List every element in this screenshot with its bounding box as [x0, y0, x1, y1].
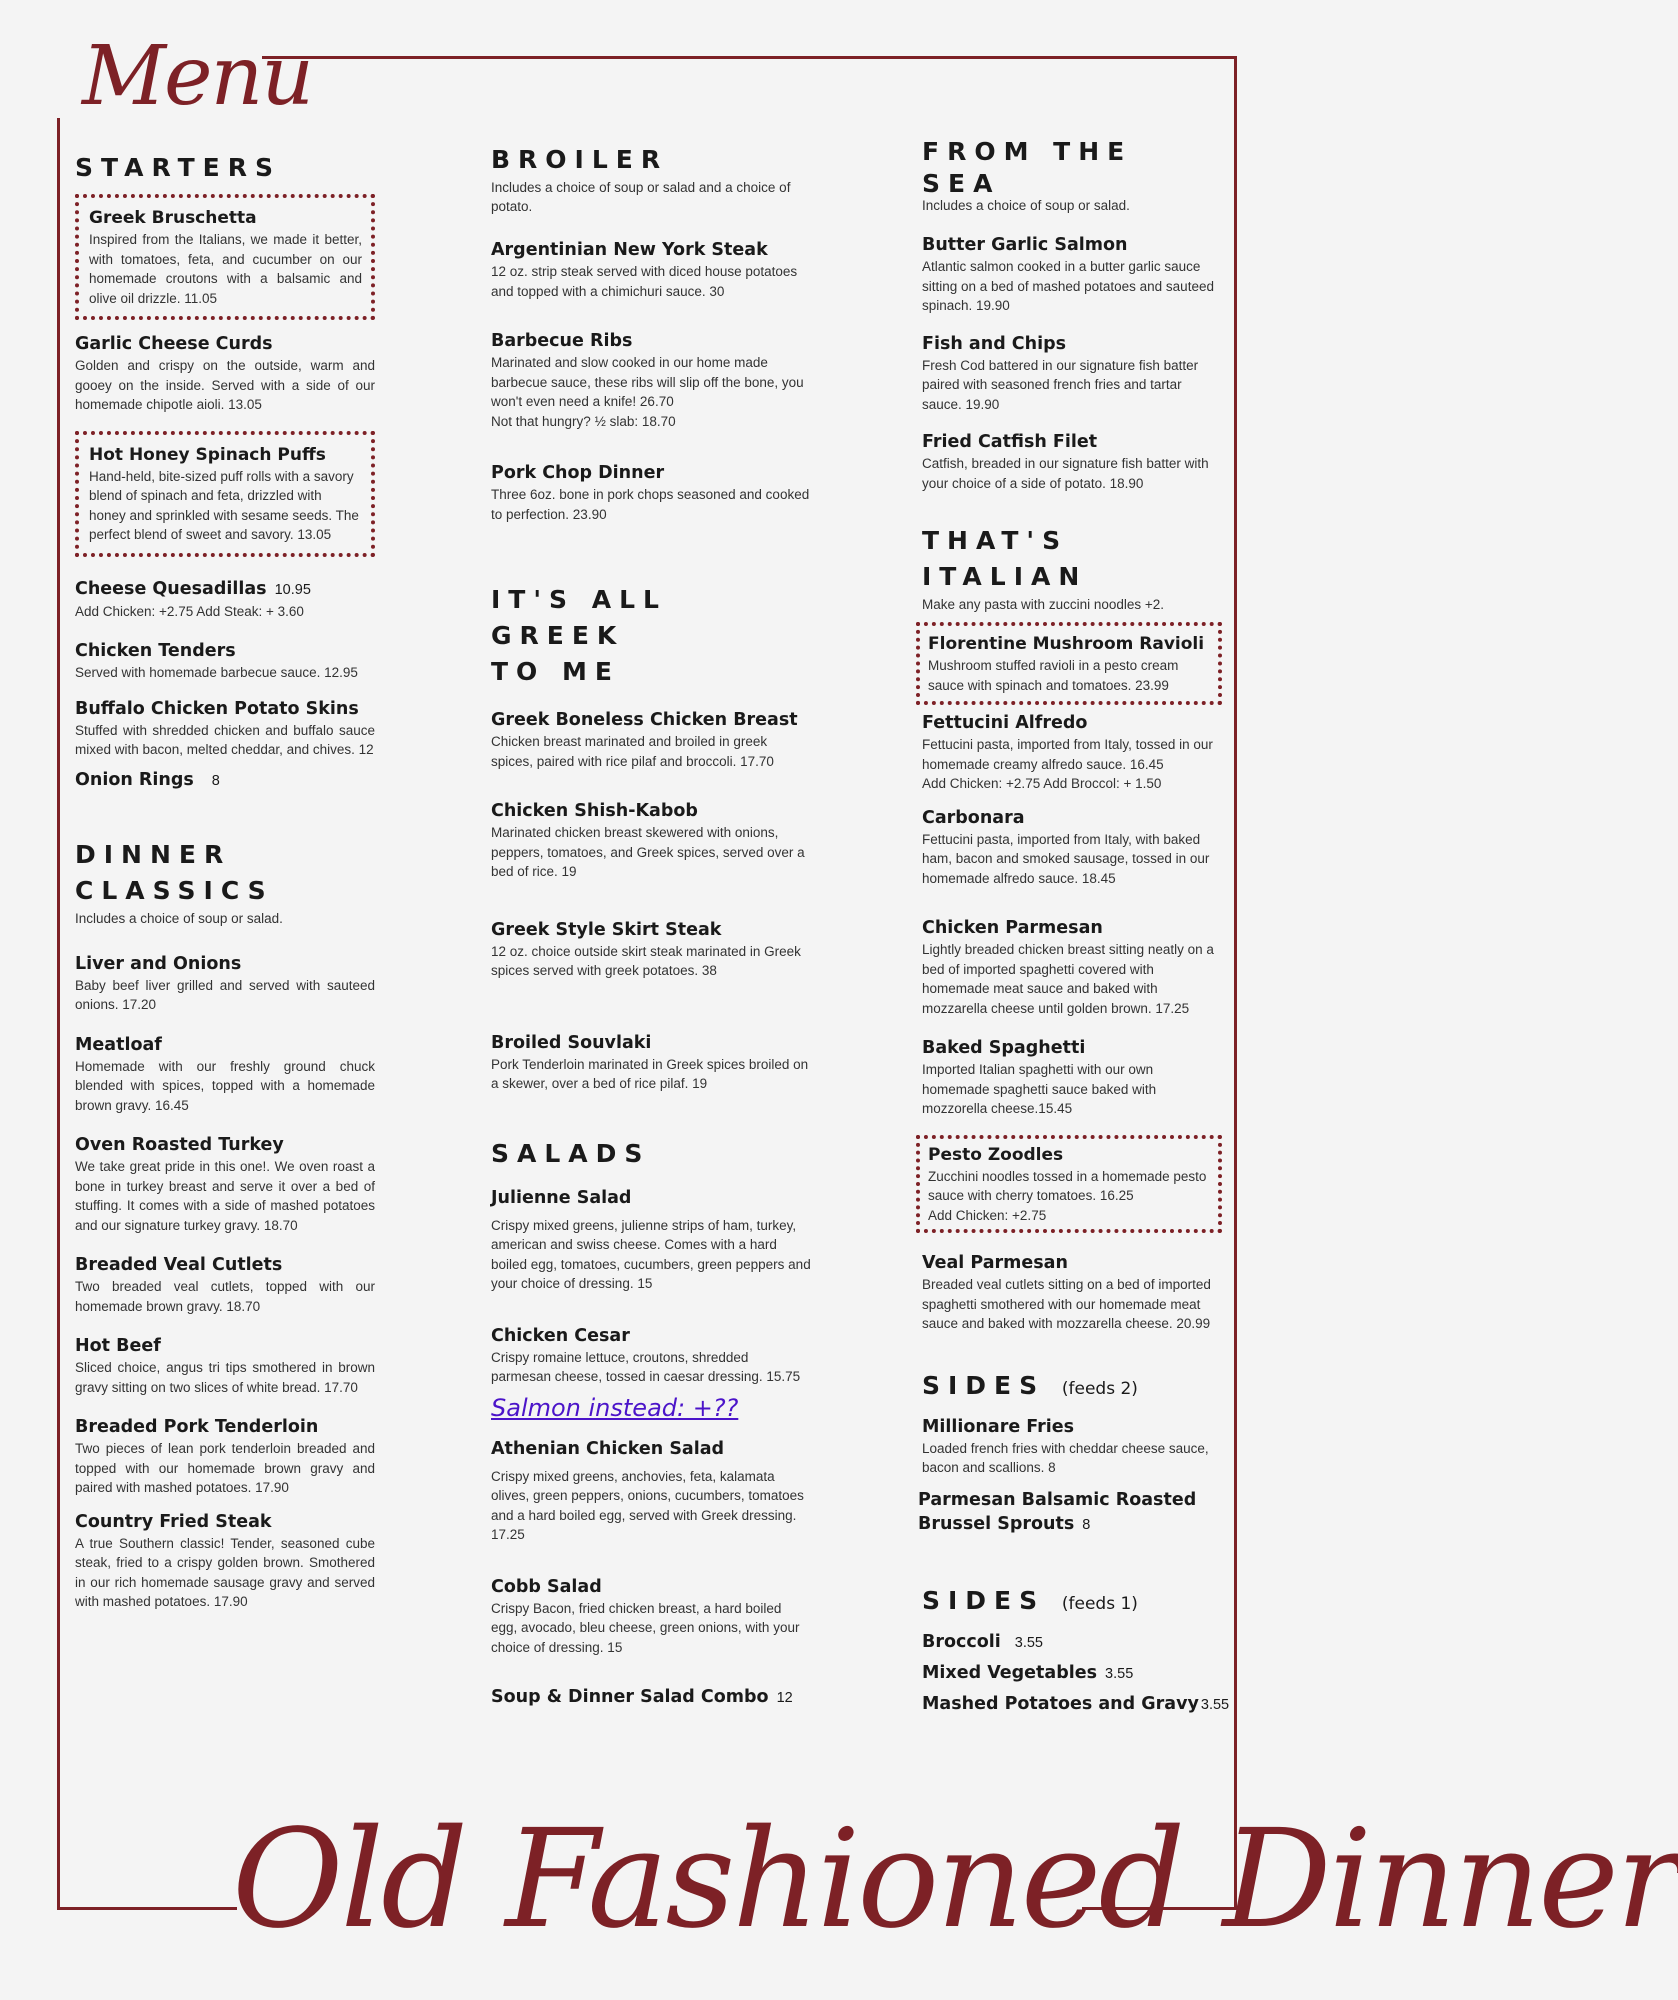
frame-top-line — [262, 56, 1237, 59]
item-name: Greek Bruschetta — [89, 208, 257, 228]
frame-bottom-left-line — [57, 1907, 237, 1910]
item-name — [922, 1630, 1222, 1655]
item-name: Greek Boneless Chicken Breast — [491, 710, 798, 730]
item-name-text: Broccoli — [922, 1631, 1001, 1652]
item-name-text: Mixed Vegetables — [922, 1662, 1098, 1683]
item-desc: Crispy romaine lettuce, croutons, shredded parmesan cheese, tossed in caesar dressing. 15.75 — [491, 1349, 801, 1384]
item-name: Julienne Salad — [491, 1187, 632, 1208]
restaurant-name: Old Fashioned Dinner — [232, 1801, 1678, 1959]
item-price: 10.95 — [274, 581, 311, 598]
section-italian — [922, 523, 1222, 614]
section-title-starters: STARTERS — [75, 153, 281, 182]
menu-item — [491, 1186, 811, 1294]
item-name — [75, 768, 375, 793]
menu-item — [922, 1415, 1222, 1478]
menu-item — [75, 1415, 375, 1498]
item-price: 3.55 — [1105, 1665, 1134, 1682]
frame-right-line — [1234, 56, 1237, 1910]
item-desc: Breaded veal cutlets sitting on a bed of imported spaghetti smothered with our homemade meat sauce and baked with mozzarella cheese. 20.99 — [922, 1277, 1211, 1331]
item-desc: Served with homemade barbecue sauce. 12.95 — [75, 665, 358, 680]
item-desc: Baby beef liver grilled and served with sauteed onions. 17.20 — [75, 977, 375, 1012]
item-desc: 12 oz. strip steak served with diced house potatoes and topped with a chimichuri sauce. 30 — [491, 264, 798, 299]
section-title-broiler: BROILER — [491, 145, 669, 174]
section-note: Make any pasta with zuccini noodles +2. — [922, 597, 1165, 612]
item-name: Chicken Parmesan — [922, 918, 1103, 938]
menu-item — [922, 916, 1222, 1018]
menu-item — [75, 577, 375, 622]
item-name: Fettucini Alfredo — [922, 713, 1088, 733]
sides-tag: (feeds 1) — [1061, 1593, 1138, 1614]
item-name: Veal Parmesan — [922, 1253, 1068, 1273]
menu-item — [922, 711, 1222, 794]
item-name-text: Onion Rings — [75, 769, 194, 790]
section-note: Includes a choice of soup or salad and a choice of potato. — [491, 180, 791, 214]
item-name: Pork Chop Dinner — [491, 463, 665, 483]
section-title-greek-line1: IT'S ALL GREEK — [491, 585, 667, 650]
item-name: Butter Garlic Salmon — [922, 235, 1128, 255]
item-price: 3.55 — [1014, 1634, 1043, 1651]
menu-item — [922, 1251, 1222, 1334]
item-desc: We take great pride in this one!. We oven roast a bone in turkey breast and serve it over a bed of stuffing. It comes with a side of mashed potatoes and our signature turkey gravy. 18.70 — [75, 1159, 375, 1233]
item-name: Hot Beef — [75, 1336, 161, 1356]
item-desc: Marinated and slow cooked in our home made barbecue sauce, these ribs will slip off the bone, you won't even need a knife! 26.70 — [491, 355, 804, 409]
item-desc: Crispy Bacon, fried chicken breast, a hard boiled egg, avocado, bleu cheese, green onions, with your choice of dressing. 15 — [491, 1600, 800, 1655]
section-title-sides-feeds-2 — [922, 1368, 1222, 1407]
item-price: 8 — [211, 772, 220, 789]
menu-item — [922, 1692, 1230, 1717]
menu-item — [75, 1253, 375, 1316]
item-name: Florentine Mushroom Ravioli — [928, 634, 1205, 654]
menu-item — [75, 1033, 375, 1116]
menu-item — [922, 1661, 1222, 1686]
item-desc: Add Chicken: +2.75 Add Steak: + 3.60 — [75, 603, 304, 619]
menu-item — [922, 430, 1222, 493]
menu-item — [918, 1488, 1222, 1537]
item-desc: Sliced choice, angus tri tips smothered in brown gravy sitting on two slices of white bread. 17.70 — [75, 1360, 375, 1395]
item-desc: Fresh Cod battered in our signature fish batter paired with seasoned french fries and tartar sauce. 19.90 — [922, 357, 1199, 412]
item-desc: Pork Tenderloin marinated in Greek spices broiled on a skewer, over a bed of rice pilaf. 19 — [491, 1056, 809, 1091]
item-desc: Inspired from the Italians, we made it better, with tomatoes, feta, and cucumber on our homemade croutons with a balsamic and olive oil drizzle. 11.05 — [89, 232, 362, 306]
item-name: Hot Honey Spinach Puffs — [89, 444, 326, 465]
item-desc: Three 6oz. bone in pork chops seasoned and cooked to perfection. 23.90 — [491, 487, 810, 522]
column-middle — [491, 142, 811, 1710]
item-name: Garlic Cheese Curds — [75, 334, 273, 354]
item-name: Chicken Tenders — [75, 641, 236, 661]
menu-item — [75, 431, 375, 557]
menu-item — [491, 1437, 811, 1545]
item-name: Breaded Veal Cutlets — [75, 1255, 283, 1275]
item-price: 12 — [776, 1690, 793, 1706]
salmon-note: Salmon instead: +?? — [491, 1393, 739, 1422]
item-name: Country Fried Steak — [75, 1511, 272, 1532]
item-name: Breaded Pork Tenderloin — [75, 1417, 319, 1437]
menu-title: Menu — [82, 29, 313, 124]
item-desc: Crispy mixed greens, anchovies, feta, kalamata olives, green peppers, onions, cucumbers, tomatoes and a hard boiled egg, served with Greek dressing. 17.25 — [491, 1468, 804, 1542]
section-note: Includes a choice of soup or salad. — [922, 198, 1130, 213]
menu-item — [75, 1334, 375, 1397]
menu-item — [75, 1510, 375, 1612]
section-title-dinner-classics-line2: CLASSICS — [75, 875, 274, 905]
item-desc: Homemade with our freshly ground chuck blended with spices, topped with a homemade brown gravy. 16.45 — [75, 1058, 375, 1113]
item-desc: Loaded french fries with cheddar cheese sauce, bacon and scallions. 8 — [922, 1440, 1209, 1475]
menu-item — [491, 708, 811, 771]
menu-item — [75, 1133, 375, 1235]
item-desc: Atlantic salmon cooked in a butter garlic sauce sitting on a bed of mashed potatoes and sauteed spinach. 19.90 — [922, 259, 1214, 313]
item-name: Millionare Fries — [922, 1416, 1075, 1437]
menu-item — [922, 1036, 1222, 1119]
item-desc-extra: Add Chicken: +2.75 Add Broccol: + 1.50 — [922, 776, 1162, 791]
item-price: 8 — [1082, 1516, 1091, 1533]
item-name: Greek Style Skirt Steak — [491, 919, 722, 940]
item-desc: Two pieces of lean pork tenderloin breaded and topped with our homemade brown gravy and paired with mashed potatoes. 17.90 — [75, 1441, 375, 1495]
section-title-sea: FROM THE SEA — [922, 137, 1133, 198]
item-desc: Golden and crispy on the outside, warm and gooey on the inside. Served with a side of our homemade chipotle aioli. 13.05 — [75, 358, 375, 412]
sides-tag: (feeds 2) — [1061, 1378, 1138, 1399]
menu-item — [75, 768, 375, 793]
item-name: Barbecue Ribs — [491, 331, 633, 351]
item-desc: Mushroom stuffed ravioli in a pesto cream sauce with spinach and tomatoes. 23.99 — [928, 658, 1179, 693]
sides-title-text: SIDES — [922, 1585, 1046, 1615]
item-desc: Fettucini pasta, imported from Italy, tossed in our homemade creamy alfredo sauce. 16.45 — [922, 737, 1213, 772]
sides-title-text: SIDES — [922, 1370, 1046, 1400]
menu-item — [491, 461, 811, 524]
item-name: Broiled Souvlaki — [491, 1032, 652, 1053]
menu-item — [75, 639, 375, 683]
item-name: Pesto Zoodles — [928, 1144, 1064, 1165]
item-name: Athenian Chicken Salad — [491, 1438, 725, 1459]
item-desc: Imported Italian spaghetti with our own homemade spaghetti sauce baked with mozzorella cheese.15.45 — [922, 1062, 1157, 1116]
item-desc-extra: Not that hungry? ½ slab: 18.70 — [491, 413, 676, 429]
item-desc: Stuffed with shredded chicken and buffalo sauce mixed with bacon, melted cheddar, and chives. 12 — [75, 722, 375, 757]
menu-item — [491, 1575, 811, 1658]
item-desc: A true Southern classic! Tender, seasoned cube steak, fried to a crispy golden brown. Smothered in our rich homemade sausage gravy and served with mashed potatoes. 17.90 — [75, 1535, 375, 1609]
menu-item — [922, 233, 1222, 316]
section-title-salads: SALADS — [491, 1138, 651, 1168]
item-desc: 12 oz. choice outside skirt steak marinated in Greek spices served with greek potatoes. 38 — [491, 943, 801, 978]
menu-item — [491, 329, 811, 431]
item-name: Chicken Shish-Kabob — [491, 801, 698, 821]
item-desc: Fettucini pasta, imported from Italy, with baked ham, bacon and smoked sausage, tossed in our homemade alfredo sauce. 18.45 — [922, 831, 1210, 886]
menu-item — [916, 622, 1222, 705]
item-name: Cobb Salad — [491, 1576, 602, 1597]
item-name-text: Soup & Dinner Salad Combo — [491, 1687, 769, 1707]
frame-left-line — [57, 118, 60, 1910]
column-right — [918, 136, 1230, 1717]
section-greek — [491, 582, 811, 690]
item-desc: Two breaded veal cutlets, topped with our homemade brown gravy. 18.70 — [75, 1279, 375, 1314]
item-price: 3.55 — [1200, 1696, 1230, 1713]
menu-item — [491, 918, 811, 981]
section-title-italian-line1: THAT'S — [922, 526, 1069, 555]
item-name: Chicken Cesar — [491, 1325, 630, 1346]
item-name: Meatloaf — [75, 1034, 162, 1055]
menu-item — [922, 1630, 1222, 1655]
menu-item — [491, 1324, 811, 1423]
section-title-dinner-classics-line1: DINNER — [75, 839, 232, 869]
item-desc-extra: Add Chicken: +2.75 — [928, 1207, 1047, 1223]
item-desc: Crispy mixed greens, julienne strips of ham, turkey, american and swiss cheese. Comes with a hard boiled egg, tomatoes, cucumbers, green peppers and your choice of dressing. 15 — [491, 1217, 811, 1291]
item-name: Fried Catfish Filet — [922, 432, 1098, 452]
item-name: Parmesan Balsamic Roasted — [918, 1489, 1197, 1510]
item-name: Argentinian New York Steak — [491, 240, 768, 260]
section-note: Includes a choice of soup or salad. — [75, 910, 283, 926]
item-desc: Hand-held, bite-sized puff rolls with a savory blend of spinach and feta, drizzled with honey and sprinkled with sesame seeds. The perfect blend of sweet and savory. 13.05 — [89, 468, 359, 542]
item-name-text: Brussel Sprouts — [918, 1513, 1075, 1534]
item-name — [922, 1661, 1222, 1686]
item-name-text: Cheese Quesadillas — [75, 578, 267, 599]
menu-item — [75, 194, 375, 320]
menu-item — [916, 1135, 1222, 1234]
item-name-text: Mashed Potatoes and Gravy — [922, 1693, 1199, 1714]
item-name: Carbonara — [922, 807, 1025, 828]
column-left — [75, 150, 375, 1612]
menu-item — [491, 799, 811, 882]
item-name: Liver and Onions — [75, 953, 242, 974]
menu-item — [75, 952, 375, 1015]
menu-item — [75, 697, 375, 760]
menu-item — [491, 1685, 811, 1710]
item-desc: Catfish, breaded in our signature fish batter with your choice of a side of potato. 18.90 — [922, 456, 1209, 491]
section-title-sides-feeds-1 — [922, 1583, 1222, 1622]
item-desc: Zucchini noodles tossed in a homemade pesto sauce with cherry tomatoes. 16.25 — [928, 1168, 1207, 1203]
section-dinner-classics — [75, 837, 375, 928]
item-name: Buffalo Chicken Potato Skins — [75, 698, 359, 719]
item-desc: Lightly breaded chicken breast sitting neatly on a bed of imported spaghetti covered with homemade meat sauce and baked with mozzarella cheese until golden brown. 17.25 — [922, 942, 1214, 1016]
item-name: Fish and Chips — [922, 333, 1067, 354]
item-name — [75, 577, 375, 602]
menu-item — [491, 1031, 811, 1094]
menu-item — [922, 332, 1222, 415]
item-desc: Chicken breast marinated and broiled in greek spices, paired with rice pilaf and broccoli. 17.70 — [491, 734, 774, 769]
section-title-greek-line2: TO ME — [491, 657, 620, 686]
item-name — [922, 1692, 1230, 1717]
item-name: Oven Roasted Turkey — [75, 1135, 284, 1155]
menu-item — [75, 332, 375, 415]
section-title-italian-line2: ITALIAN — [922, 562, 1088, 591]
menu-item — [491, 238, 811, 301]
item-desc: Marinated chicken breast skewered with onions, peppers, tomatoes, and Greek spices, served over a bed of rice. 19 — [491, 825, 805, 879]
item-name — [491, 1685, 811, 1710]
item-name-line2 — [918, 1512, 1222, 1537]
menu-item — [922, 806, 1222, 889]
item-name: Baked Spaghetti — [922, 1038, 1086, 1058]
